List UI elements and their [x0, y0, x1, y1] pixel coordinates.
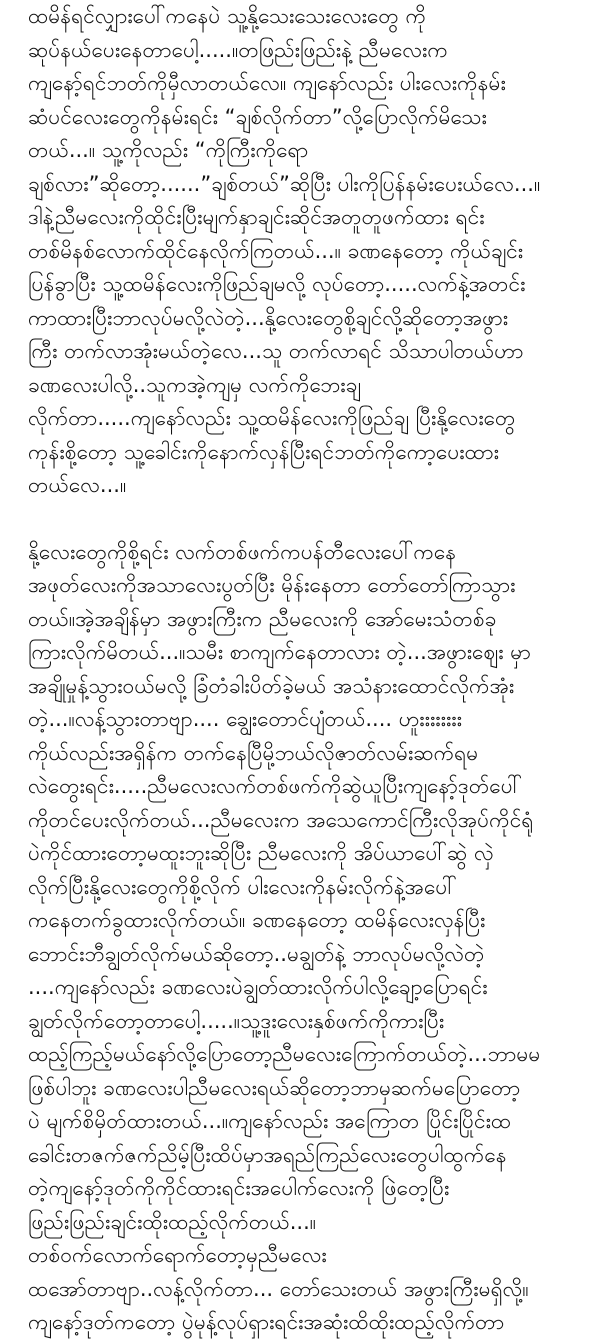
- text-line: ခဏလေးပါလို့..သူကအဲ့ကျမှ လက်ကိုဘေးချ: [28, 372, 361, 397]
- text-line: ကျနော့်ဒုတ်ကတော့ ပွဲမုန့်လုပ်ရှားရင်းအဆုံးထိထိုးထည့်လိုက်တာ: [28, 1310, 505, 1334]
- text-line: ကနေတက်ခွထားလိုက်တယ်။ ခဏနေတော့ ထမိန်လေးလှန်ပြီး: [28, 908, 486, 932]
- text-line: တယ်...။ သူ့ကိုလည်း “ကိုကြီးကိုရော: [28, 138, 309, 162]
- text-line: တဲ့...။လန့်သွားတာဗျာ.... ချွေးတောင်ပျံတယ်.... ဟူးးးးးးးး: [28, 707, 462, 731]
- text-line: လဲတွေးရင်း.....ညီမလေးလက်တစ်ဖက်ကိုဆွဲယူပြီးကျနော့်ဒုတ်ပေါ်: [28, 774, 523, 798]
- text-line: ပြန်ခွာပြီး သူ့ထမိန်လေးကိုဖြည်ချမလို့ လုပ်တော့.....လက်နဲ့အတင်း: [28, 272, 526, 296]
- text-line: အဖုတ်လေးကိုအသာလေးပွတ်ပြီး မိုန်းနေတာ တော်တော်ကြာသွား: [28, 573, 516, 597]
- text-line: ကုန်းစို့တော့ သူ့ခေါင်းကိုနောက်လှန်ပြီးရင်ဘတ်ကိုကော့ပေးထား: [28, 439, 499, 464]
- text-line: ပဲကိုင်ထားတော့မထူးဘူးဆိုပြီး ညီမလေးကို အိပ်ယာပေါ်ဆွဲ လှဲ: [28, 841, 494, 865]
- text-line: ချွတ်လိုက်တော့တာပေါ့.....။သူ့ဒူးလေးနှစ်ဖက်ကိုကားပြီး: [28, 1008, 445, 1033]
- text-line: တဲ့ကျနော့်ဒုတ်ကိုကိုင်ထားရင်းအပေါက်လေးကို ဖြဲတေ့ပြီး: [28, 1176, 450, 1200]
- text-line: တယ်လေ...။: [28, 473, 127, 497]
- text-line: ချစ်လား”ဆိုတော့......”ချစ်တယ်”ဆိုပြီး ပါးကိုပြန်နမ်းပေးယ်လေ...။: [28, 171, 541, 196]
- text-line: ကာထားပြီးဘာလုပ်မလို့လဲတဲ့...နို့လေးတွေစို့ချင်လို့ဆိုတော့အဖွား: [28, 305, 509, 330]
- text-line: ဖြစ်ပါဘူး ခဏလေးပါညီမလေးရယ်ဆိုတော့ဘာမှဆက်မပြောတော့: [28, 1075, 521, 1100]
- text-line: ကြားလိုက်မိတယ်...။သမီး စာကျက်နေတာလား တဲ့...အဖွားဈေး မှာ: [28, 640, 531, 664]
- text-line: ခေါင်းတဇက်ဇက်ညိမ့်ပြီးထိပ်မှာအရည်ကြည်လေးတွေပါထွက်နေ: [28, 1142, 507, 1167]
- text-line: ထည့်ကြည့်မယ်နော်လို့ပြောတော့ညီမလေးကြောက်တယ်တဲ့...ဘာမမ: [28, 1042, 541, 1066]
- text-line: ဆုပ်နယ်ပေးနေတာပေါ့.....။တဖြည်းဖြည်းနဲ့ ညီမလေးက: [28, 37, 448, 62]
- text-line: ကိုတင်ပေးလိုက်တယ်...ညီမလေးက အသေကောင်ကြီးလိုအုပ်ကိုင်ရုံ: [28, 807, 534, 832]
- text-line: ကြီး တက်လာအုံးမယ်တဲ့လေ...သူ တက်လာရင် သိသာပါတယ်ဟာ: [28, 339, 524, 363]
- text-line: နို့လေးတွေကိုစို့ရင်း လက်တစ်ဖက်ကပန်တီလေးပေါ်ကနေ: [28, 539, 457, 564]
- text-line: လိုက်တာ.....ကျနော်လည်း သူ့ထမိန်လေးကိုဖြည်ချ ပြီးနို့လေးတွေ: [28, 406, 516, 430]
- text-line: ....ကျနော်လည်း ခဏလေးပဲချွတ်ထားလိုက်ပါလို့ချော့ပြောရင်း: [28, 975, 488, 999]
- text-line: တယ်။အဲ့အချိန်မှာ အဖွားကြီးက ညီမလေးကို အော်မေးသံတစ်ခု: [28, 606, 497, 631]
- text-line: ဘောင်းဘီချွတ်လိုက်မယ်ဆိုတော့..မချွတ်နဲ့ ဘာလုပ်မလို့လဲတဲ့: [28, 941, 485, 966]
- text-line: ထအော်တာဗျာ..လန့်လိုက်တာ... တော်သေးတယ် အဖွားကြီးမရှိလို့။: [28, 1276, 529, 1301]
- text-line: လိုက်ပြီးနို့လေးတွေကိုစို့လိုက် ပါးလေးကိုနမ်းလိုက်နဲ့အပေါ်: [28, 874, 457, 899]
- paragraph-2: [28, 536, 580, 1340]
- text-line: အချိုမှုန့်သွားဝယ်မလို့ ခြံတံခါးပိတ်ခဲ့မယ် အသံနားထောင်လိုက်အုံး: [28, 673, 515, 698]
- text-line: ပဲ မျက်စိမှိတ်ထားတယ်...။ကျနော်လည်း အကြောတ ပြိုင်းပြိုင်းထ: [28, 1109, 512, 1133]
- text-line: တစ်မိနစ်လောက်ထိုင်နေလိုက်ကြတယ်...။ ခဏနေတော့ ကိုယ်ချင်း: [28, 238, 524, 263]
- paragraph-1: [28, 0, 580, 503]
- text-line: ကိုယ်လည်းအရှိန်က တက်နေပြီမို့ဘယ်လိုဇာတ်လမ်းဆက်ရမ: [28, 740, 479, 765]
- text-line: ဖြည်းဖြည်းချင်းထိုးထည့်လိုက်တယ်...။: [28, 1209, 317, 1234]
- text-line: ဆံပင်လေးတွေကိုနမ်းရင်း “ချစ်လိုက်တာ”လို့ပြောလိုက်မိသေး: [28, 104, 487, 129]
- text-line: ထမိန်ရင်လျှားပေါ်ကနေပဲ သူ့နို့သေးသေးလေးတွေ ကို: [28, 4, 427, 28]
- text-line: ကျနော့်ရင်ဘတ်ကိုမှီလာတယ်လေ။ ကျနော်လည်း ပါးလေးကိုနမ်း: [28, 71, 506, 95]
- text-line: တစ်ဝက်လောက်ရောက်တော့မှညီမလေး: [28, 1243, 327, 1267]
- text-line: ဒါနဲ့ညီမလေးကိုထိုင်းပြီးမျက်နှာချင်းဆိုင်အတူတူဖက်ထား ရင်း: [28, 205, 485, 229]
